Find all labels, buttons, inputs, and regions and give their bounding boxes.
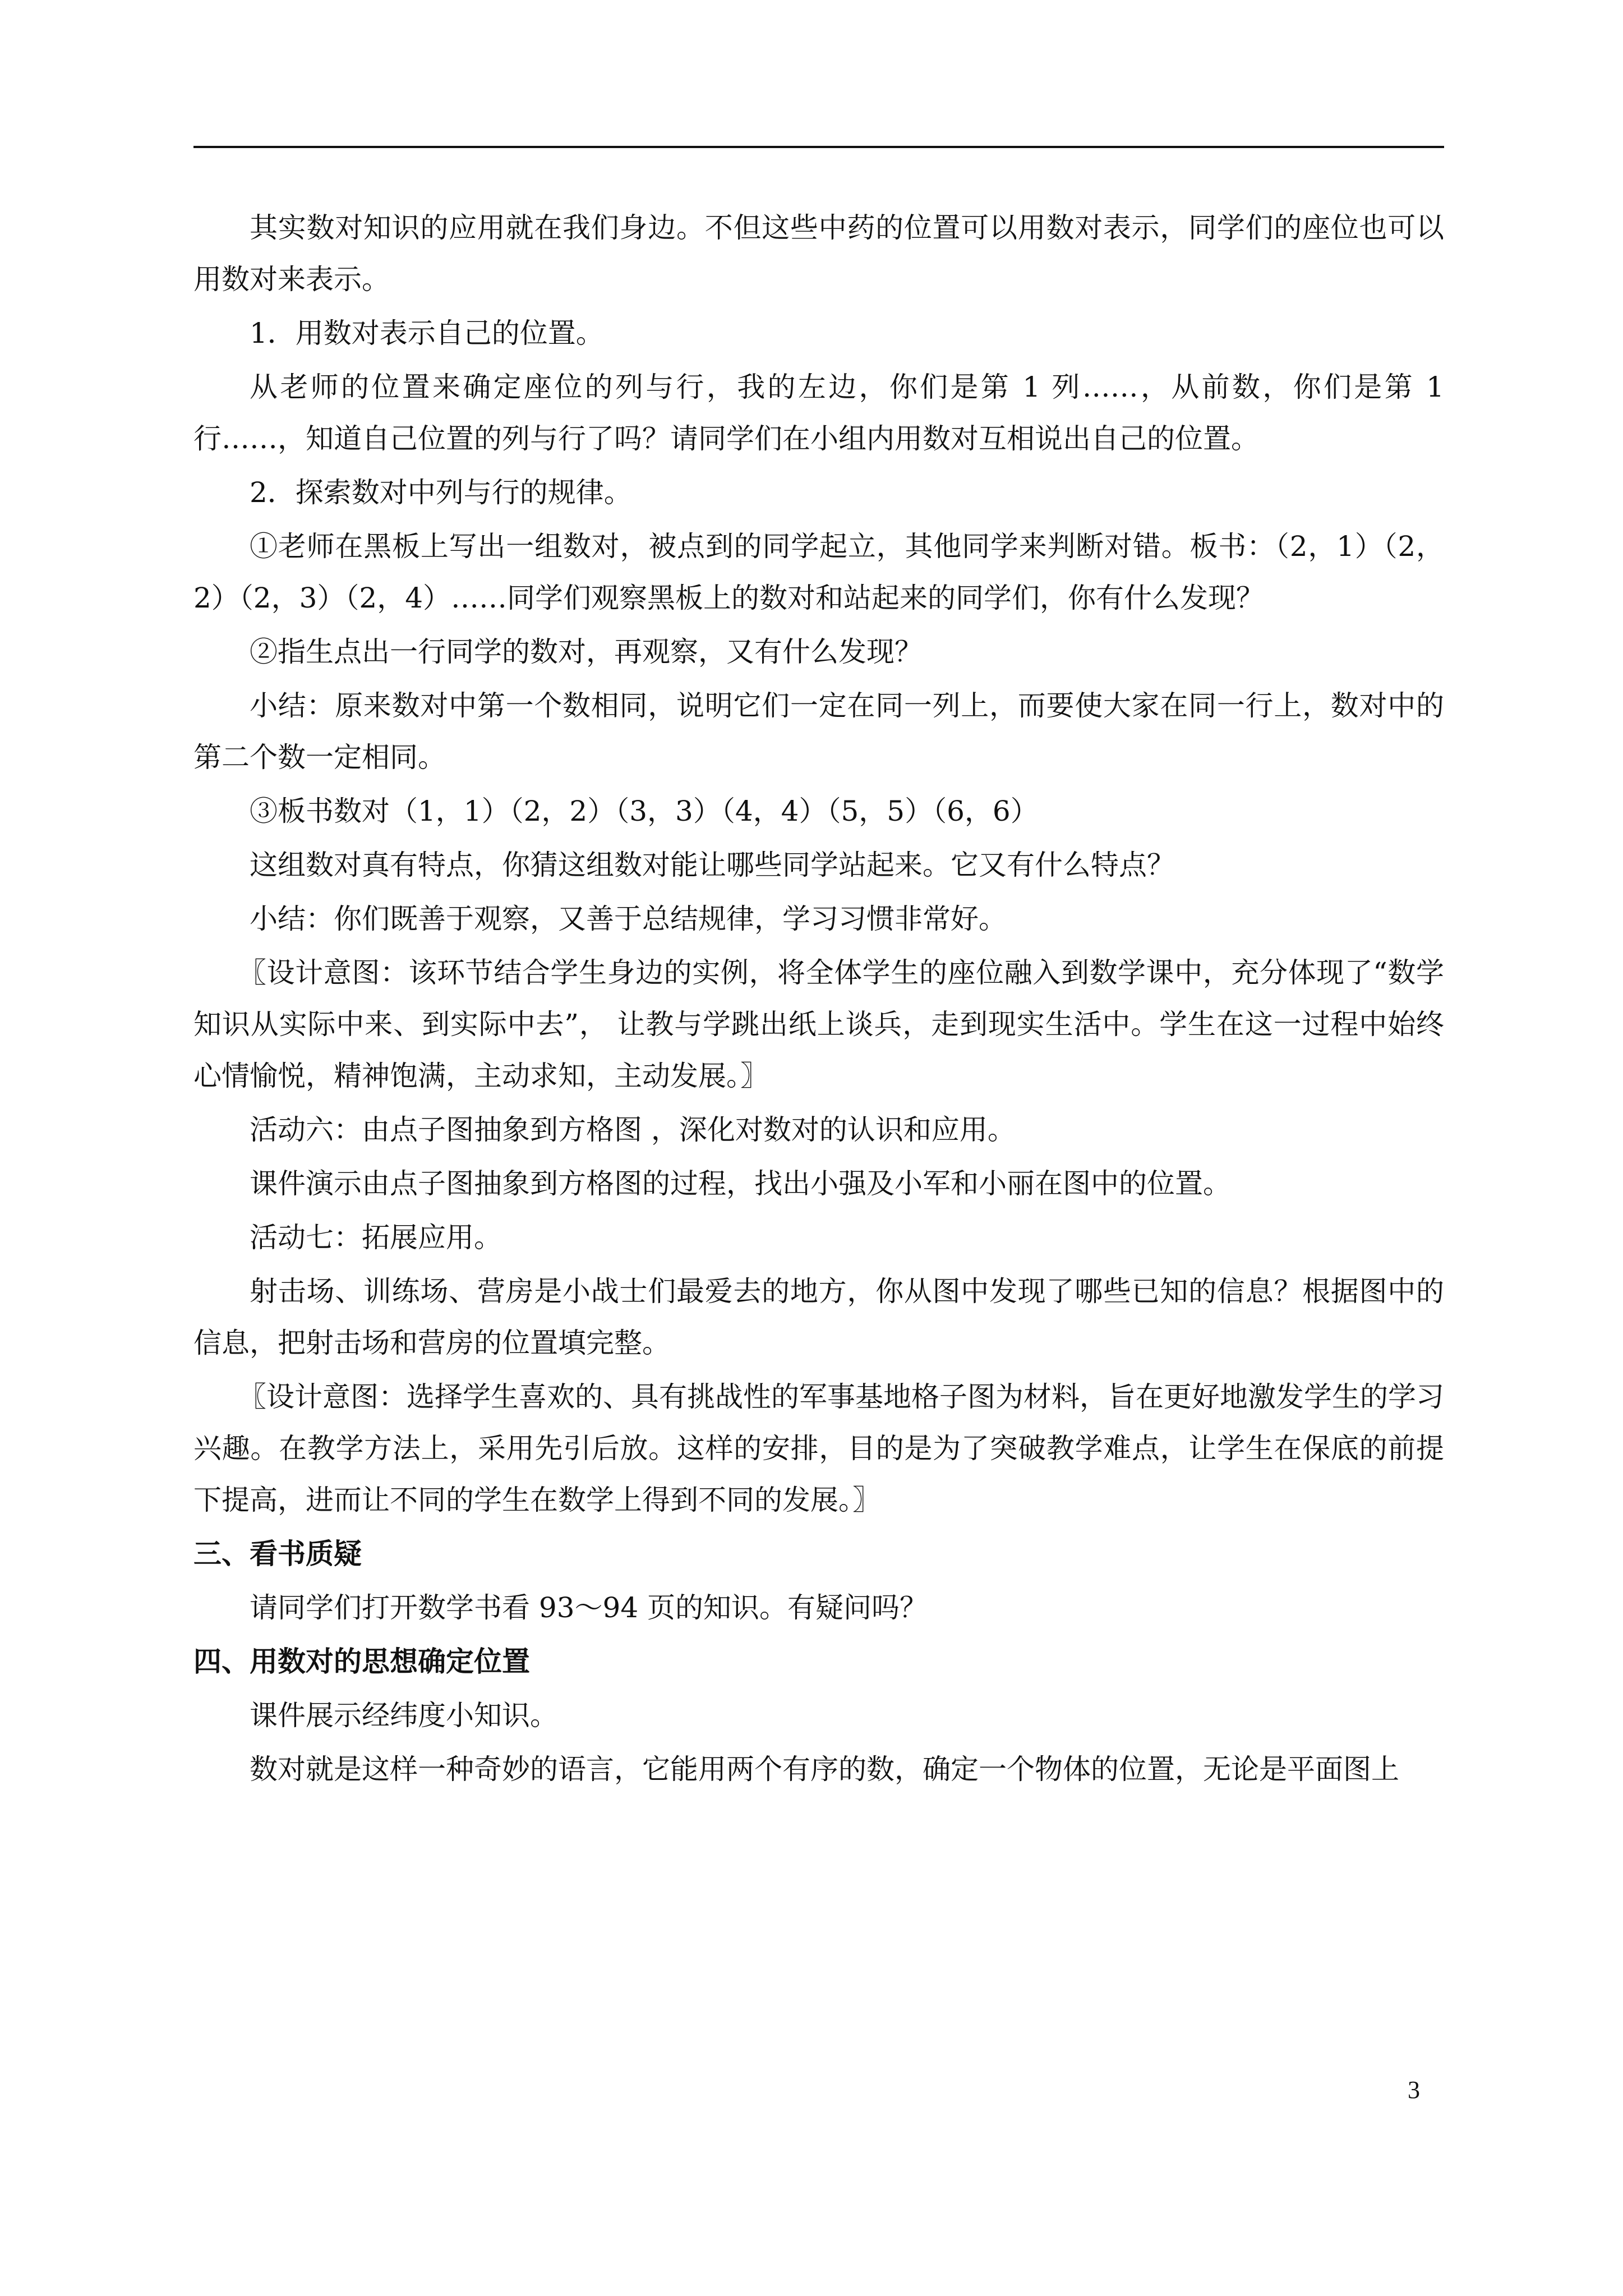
section-heading: 四、用数对的思想确定位置 [193, 1645, 530, 1678]
paragraph: 射击场、训练场、营房是小战士们最爱去的地方，你从图中发现了哪些已知的信息？根据图中的信息，把射击场和营房的位置填完整。 [193, 1275, 1444, 1359]
list-item-heading: 1．用数对表示自己的位置。 [250, 317, 604, 349]
list-item-heading: 2．探索数对中列与行的规律。 [250, 476, 632, 509]
section-heading: 三、看书质疑 [193, 1537, 362, 1570]
activity-title: 活动七：拓展应用。 [250, 1221, 502, 1254]
activity-title: 活动六：由点子图抽象到方格图 ，深化对数对的认识和应用。 [250, 1114, 1016, 1146]
design-intent-note: 〖设计意图：该环节结合学生身边的实例，将全体学生的座位融入到数学课中，充分体现了“数学知识从实际中来、到实际中去”， 让教与学跳出纸上谈兵，走到现实生活中。学生在这一过程中始终心情愉悦，精神饱满，主动求知，主动发展。〗 [193, 956, 1444, 1092]
paragraph: 这组数对真有特点，你猜这组数对能让哪些同学站起来。它又有什么特点？ [250, 849, 1175, 881]
header-rule [193, 146, 1444, 148]
paragraph: 其实数对知识的应用就在我们身边。不但这些中药的位置可以用数对表示，同学们的座位也可以用数对来表示。 [193, 211, 1444, 296]
paragraph: 数对就是这样一种奇妙的语言，它能用两个有序的数，确定一个物体的位置，无论是平面图上 [250, 1753, 1399, 1786]
paragraph: 请同学们打开数学书看 93～94 页的知识。有疑问吗？ [250, 1591, 928, 1624]
page-number: 3 [1408, 2076, 1420, 2104]
summary-paragraph: 小结：原来数对中第一个数相同，说明它们一定在同一列上，而要使大家在同一行上，数对中的第二个数一定相同。 [193, 689, 1444, 774]
paragraph: 课件演示由点子图抽象到方格图的过程，找出小强及小军和小丽在图中的位置。 [250, 1167, 1231, 1200]
paragraph: 从老师的位置来确定座位的列与行，我的左边，你们是第 1 列……，从前数，你们是第 1 行……，知道自己位置的列与行了吗？请同学们在小组内用数对互相说出自己的位置。 [193, 371, 1444, 455]
paragraph: ③板书数对（1，1）（2，2）（3，3）（4，4）（5，5）（6，6） [250, 795, 1039, 827]
summary-paragraph: 小结：你们既善于观察，又善于总结规律，学习习惯非常好。 [250, 903, 1007, 935]
document-body [193, 202, 1444, 1797]
design-intent-note: 〖设计意图：选择学生喜欢的、具有挑战性的军事基地格子图为材料，旨在更好地激发学生的学习兴趣。在教学方法上，采用先引后放。这样的安排，目的是为了突破教学难点，让学生在保底的前提下提高，进而让不同的学生在数学上得到不同的发展。〗 [193, 1381, 1444, 1516]
paragraph: ②指生点出一行同学的数对，再观察，又有什么发现？ [250, 636, 923, 668]
paragraph: 课件展示经纬度小知识。 [250, 1699, 558, 1732]
paragraph: ①老师在黑板上写出一组数对，被点到的同学起立，其他同学来判断对错。板书：（2，1）（2，2）（2，3）（2，4）……同学们观察黑板上的数对和站起来的同学们，你有什么发现？ [193, 530, 1444, 614]
